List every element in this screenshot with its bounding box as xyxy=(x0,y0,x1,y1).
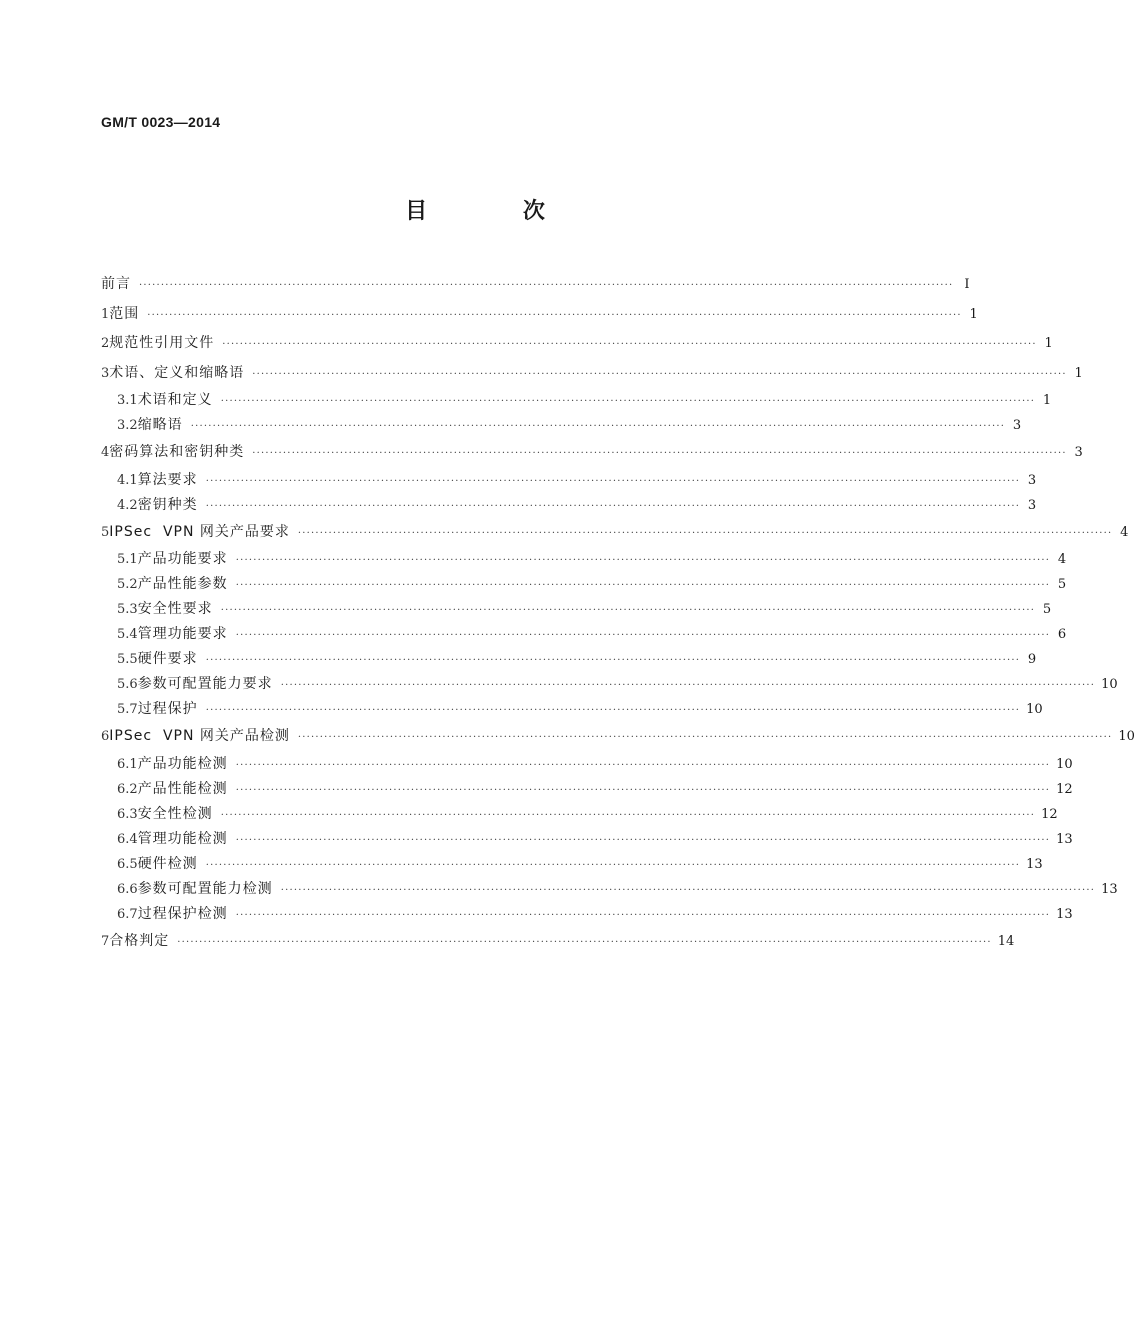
toc-dot-leader xyxy=(139,271,953,301)
toc-entry[interactable] xyxy=(101,597,1052,622)
toc-entry-page: 4 xyxy=(1120,524,1129,540)
toc-dot-leader xyxy=(236,573,1050,598)
toc-entry-label: 参数可配置能力检测 xyxy=(137,880,273,897)
toc-entry-number: 4.2 xyxy=(117,497,138,513)
table-of-contents xyxy=(101,270,1135,956)
toc-dot-leader xyxy=(206,469,1020,494)
toc-entry[interactable] xyxy=(101,722,1135,752)
toc-entry[interactable] xyxy=(101,388,1052,413)
toc-dot-leader xyxy=(206,494,1020,519)
toc-entry-number: 6.7 xyxy=(117,906,138,922)
toc-dot-leader xyxy=(236,903,1050,928)
toc-entry-page: 12 xyxy=(1041,806,1058,822)
toc-entry-page: 4 xyxy=(1057,552,1067,567)
toc-entry-label: 产品性能参数 xyxy=(137,576,228,592)
toc-dot-leader xyxy=(252,360,1066,390)
toc-entry-number: 5.6 xyxy=(117,677,138,692)
toc-dot-leader xyxy=(236,753,1050,778)
toc-dot-leader xyxy=(298,519,1112,549)
toc-entry[interactable] xyxy=(101,927,1015,957)
toc-entry-page: 3 xyxy=(1027,497,1037,513)
toc-entry[interactable] xyxy=(101,672,1118,697)
toc-entry[interactable] xyxy=(101,547,1067,572)
toc-entry-number: 5.1 xyxy=(117,552,138,567)
toc-entry-number: 2 xyxy=(101,336,110,351)
toc-entry-number: 6.4 xyxy=(117,831,138,847)
toc-entry-number: 6.2 xyxy=(117,781,138,797)
toc-entry-number: 5.4 xyxy=(117,627,138,642)
toc-dot-leader xyxy=(221,598,1035,623)
toc-entry-label: 硬件要求 xyxy=(137,651,198,667)
toc-entry-number: 6.6 xyxy=(117,881,138,897)
toc-entry[interactable] xyxy=(101,852,1043,877)
toc-entry-label: 规范性引用文件 xyxy=(109,335,215,351)
toc-entry-page: 3 xyxy=(1027,472,1037,488)
toc-entry-page: Ⅰ xyxy=(964,277,970,292)
toc-dot-leader xyxy=(236,548,1050,573)
toc-entry-label: 范围 xyxy=(109,305,140,322)
toc-dot-leader xyxy=(222,330,1036,360)
toc-entry[interactable] xyxy=(101,902,1073,927)
toc-entry-label: IPSec VPN 网关产品要求 xyxy=(109,523,290,540)
toc-entry-page: 1 xyxy=(1044,336,1053,351)
toc-entry-page: 12 xyxy=(1056,781,1073,797)
toc-entry-number: 5.7 xyxy=(117,702,138,717)
toc-entry-page: 1 xyxy=(969,306,978,322)
toc-entry[interactable] xyxy=(101,827,1073,852)
toc-entry[interactable] xyxy=(101,697,1043,722)
toc-entry-label: 硬件检测 xyxy=(137,855,198,872)
toc-entry-label: 参数可配置能力要求 xyxy=(137,676,273,692)
standard-code: GM/T 0023—2014 xyxy=(101,114,221,130)
toc-dot-leader xyxy=(236,828,1050,853)
toc-entry-page: 10 xyxy=(1118,729,1135,744)
toc-entry-number: 3 xyxy=(101,365,110,381)
toc-entry[interactable] xyxy=(101,518,1129,548)
toc-entry-number: 1 xyxy=(101,306,110,322)
toc-entry-number: 6 xyxy=(101,729,110,744)
toc-entry[interactable] xyxy=(101,622,1067,647)
toc-dot-leader xyxy=(206,853,1020,878)
toc-entry[interactable] xyxy=(101,413,1022,438)
toc-entry-label: 管理功能要求 xyxy=(137,626,228,642)
toc-dot-leader xyxy=(236,623,1050,648)
toc-entry-label: 过程保护 xyxy=(137,701,198,717)
toc-entry-label: 算法要求 xyxy=(137,471,198,488)
toc-entry[interactable] xyxy=(101,802,1058,827)
toc-entry-page: 13 xyxy=(1056,831,1073,847)
toc-entry-label: 产品性能检测 xyxy=(137,780,228,797)
toc-entry-page: 13 xyxy=(1056,906,1073,922)
toc-entry-number: 3.1 xyxy=(117,393,138,408)
toc-entry-page: 10 xyxy=(1026,702,1043,717)
toc-entry-page: 1 xyxy=(1074,365,1083,381)
toc-entry-number: 6.5 xyxy=(117,856,138,872)
toc-dot-leader xyxy=(298,723,1112,753)
toc-entry-page: 3 xyxy=(1074,445,1083,460)
toc-entry[interactable] xyxy=(101,438,1083,468)
toc-entry-number: 7 xyxy=(101,933,110,949)
toc-entry-page: 1 xyxy=(1042,393,1052,408)
toc-entry[interactable] xyxy=(101,329,1053,359)
toc-entry-label: 术语和定义 xyxy=(137,392,213,408)
toc-entry-number: 6.3 xyxy=(117,806,138,822)
page-title: 目 次 xyxy=(405,199,589,224)
toc-entry[interactable] xyxy=(101,359,1083,389)
toc-entry-label: 产品功能检测 xyxy=(137,755,228,772)
toc-entry[interactable] xyxy=(101,270,970,300)
toc-entry-number: 4.1 xyxy=(117,472,138,488)
toc-entry-page: 10 xyxy=(1056,756,1073,772)
toc-dot-leader xyxy=(252,439,1066,469)
toc-entry-label: 前言 xyxy=(101,276,131,292)
toc-entry-label: 产品功能要求 xyxy=(137,551,228,567)
toc-entry[interactable] xyxy=(101,493,1037,518)
toc-entry-label: 密钥种类 xyxy=(137,496,198,513)
toc-dot-leader xyxy=(206,698,1020,723)
toc-entry-number: 5 xyxy=(101,524,110,540)
toc-entry-number: 5.3 xyxy=(117,602,138,617)
toc-entry-page: 14 xyxy=(997,933,1015,949)
toc-entry[interactable] xyxy=(101,877,1118,902)
toc-entry[interactable] xyxy=(101,777,1073,802)
toc-dot-leader xyxy=(221,803,1035,828)
toc-entry-number: 6.1 xyxy=(117,756,138,772)
toc-entry-page: 13 xyxy=(1101,881,1118,897)
toc-entry[interactable] xyxy=(101,647,1037,672)
toc-dot-leader xyxy=(236,778,1050,803)
toc-entry-page: 5 xyxy=(1057,577,1067,592)
toc-entry-page: 10 xyxy=(1101,677,1118,692)
toc-entry-page: 5 xyxy=(1042,602,1052,617)
toc-entry-page: 9 xyxy=(1027,652,1037,667)
toc-entry-page: 13 xyxy=(1026,856,1043,872)
toc-entry[interactable] xyxy=(101,752,1073,777)
toc-entry-label: IPSec VPN 网关产品检测 xyxy=(109,728,290,744)
toc-dot-leader xyxy=(206,648,1020,673)
toc-entry-label: 管理功能检测 xyxy=(137,830,228,847)
toc-entry[interactable] xyxy=(101,468,1037,493)
toc-entry-number: 5.2 xyxy=(117,577,138,592)
toc-entry[interactable] xyxy=(101,300,978,330)
toc-entry-label: 合格判定 xyxy=(109,932,170,949)
toc-entry-number: 3.2 xyxy=(117,418,138,433)
toc-entry-page: 6 xyxy=(1057,627,1067,642)
toc-entry-label: 安全性要求 xyxy=(137,601,213,617)
toc-entry-label: 缩略语 xyxy=(137,417,183,433)
toc-dot-leader xyxy=(191,414,1005,439)
toc-entry-number: 5.5 xyxy=(117,652,138,667)
toc-dot-leader xyxy=(177,928,991,958)
toc-dot-leader xyxy=(147,301,961,331)
toc-dot-leader xyxy=(221,389,1035,414)
toc-entry-label: 术语、定义和缩略语 xyxy=(109,364,245,381)
toc-entry-number: 4 xyxy=(101,445,110,460)
toc-entry[interactable] xyxy=(101,572,1067,597)
toc-dot-leader xyxy=(281,878,1095,903)
toc-entry-label: 安全性检测 xyxy=(137,805,213,822)
toc-entry-label: 密码算法和密钥种类 xyxy=(109,444,245,460)
toc-entry-page: 3 xyxy=(1012,418,1022,433)
toc-dot-leader xyxy=(281,673,1095,698)
toc-entry-label: 过程保护检测 xyxy=(137,905,228,922)
